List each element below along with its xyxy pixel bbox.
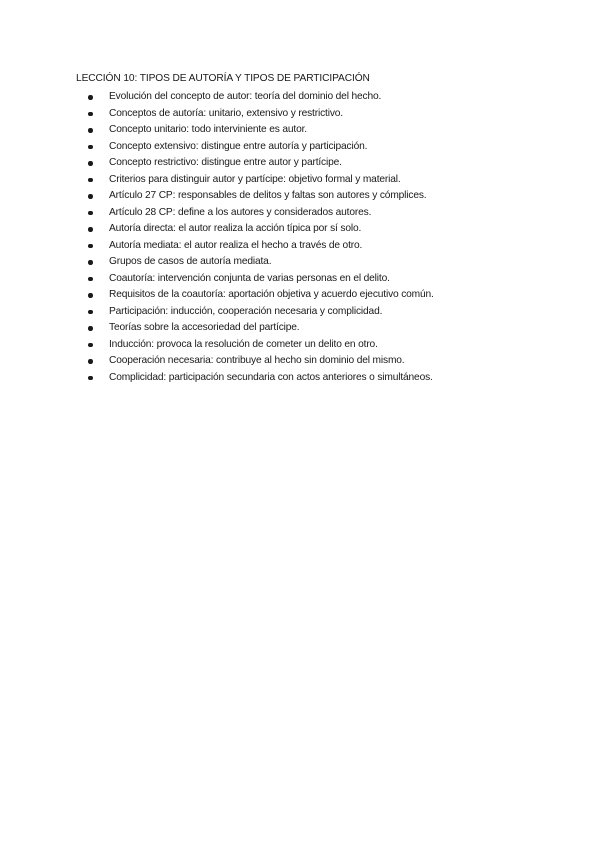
bullet-icon (88, 260, 93, 265)
page-title: LECCIÓN 10: TIPOS DE AUTORÍA Y TIPOS DE PARTICIPACIÓN (76, 73, 370, 84)
bullet-icon (88, 310, 93, 315)
list-item-text: Evolución del concepto de autor: teoría del dominio del hecho. (109, 91, 382, 102)
bullet-icon (88, 112, 93, 117)
bullet-icon (88, 211, 93, 216)
list-item-text: Artículo 28 CP: define a los autores y considerados autores. (109, 206, 372, 218)
list-item-text: Autoría mediata: el autor realiza el hecho a través de otro. (109, 239, 363, 251)
bullet-icon (88, 128, 93, 133)
list-item-text: Requisitos de la coautoría: aportación objetiva y acuerdo ejecutivo común. (109, 289, 434, 300)
bullet-icon (88, 178, 93, 183)
list-item-text: Inducción: provoca la resolución de cometer un delito en otro. (109, 338, 378, 350)
list-item-text: Complicidad: participación secundaria con actos anteriores o simultáneos. (109, 371, 433, 383)
bullet-icon (88, 161, 93, 166)
list-item-text: Conceptos de autoría: unitario, extensivo y restrictivo. (109, 107, 343, 119)
list-item-text: Autoría directa: el autor realiza la acción típica por sí solo. (109, 223, 362, 234)
list-item-text: Concepto unitario: todo interviniente es autor. (109, 124, 307, 135)
bullet-icon (88, 95, 93, 100)
list-item-text: Concepto extensivo: distingue entre autoría y participación. (109, 140, 368, 152)
bullet-icon (88, 145, 93, 150)
bullet-icon (88, 244, 93, 249)
bullet-icon (88, 277, 93, 282)
bullet-icon (88, 293, 93, 298)
bullet-icon (88, 343, 93, 348)
list-item-text: Participación: inducción, cooperación necesaria y complicidad. (109, 305, 383, 317)
bullet-icon (88, 326, 93, 331)
bullet-icon (88, 376, 93, 381)
bullet-icon (88, 227, 93, 232)
bullet-icon (88, 359, 93, 364)
list-item-text: Coautoría: intervención conjunta de varias personas en el delito. (109, 272, 390, 284)
list-item-text: Artículo 27 CP: responsables de delitos y faltas son autores y cómplices. (109, 190, 427, 201)
bullet-icon (88, 194, 93, 199)
list-item-text: Teorías sobre la accesoriedad del partícipe. (109, 322, 300, 333)
list-item-text: Concepto restrictivo: distingue entre autor y partícipe. (109, 157, 342, 168)
list-item-text: Cooperación necesaria: contribuye al hecho sin dominio del mismo. (109, 355, 405, 366)
list-item-text: Criterios para distinguir autor y partícipe: objetivo formal y material. (109, 173, 401, 185)
list-item-text: Grupos de casos de autoría mediata. (109, 256, 272, 267)
